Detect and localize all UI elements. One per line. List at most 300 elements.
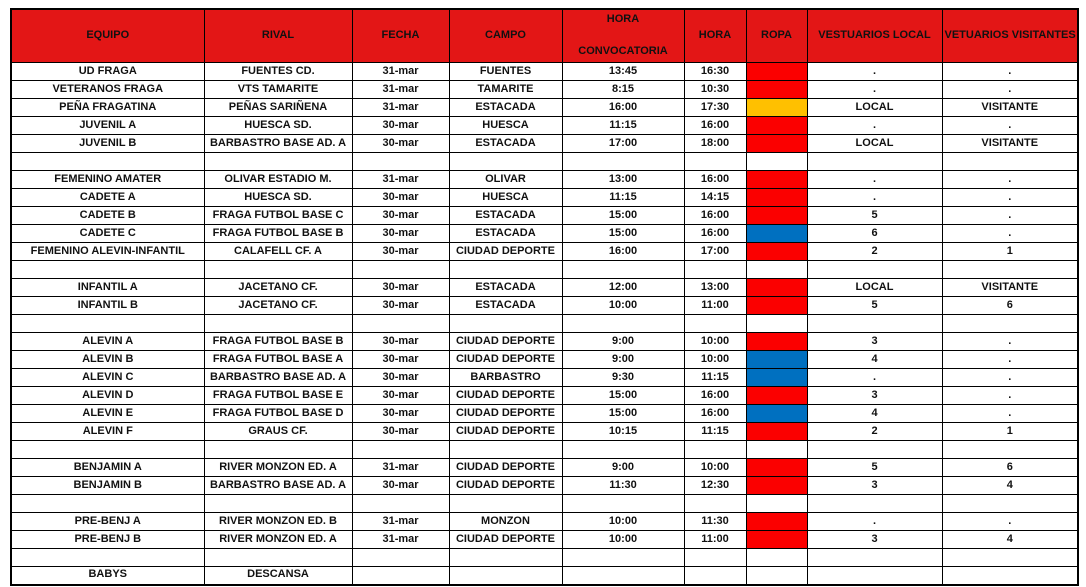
cell-rival: BARBASTRO BASE AD. A <box>204 477 352 495</box>
cell-fecha: 30-mar <box>352 423 449 441</box>
cell-equipo <box>11 315 204 333</box>
cell-convocatoria <box>562 495 684 513</box>
table-row <box>11 369 1078 387</box>
cell-visitante: . <box>942 369 1078 387</box>
table-row <box>11 459 1078 477</box>
header-line-convocatoria: CONVOCATORIA <box>578 45 668 58</box>
cell-campo <box>449 549 562 567</box>
cell-equipo: ALEVIN D <box>11 387 204 405</box>
cell-campo: CIUDAD DEPORTE <box>449 405 562 423</box>
table-row <box>11 477 1078 495</box>
cell-hora: 11:00 <box>684 531 746 549</box>
spacer-row <box>11 315 1078 333</box>
cell-campo <box>449 567 562 585</box>
cell-equipo: BENJAMIN B <box>11 477 204 495</box>
cell-rival: RIVER MONZON ED. A <box>204 531 352 549</box>
cell-visitante <box>942 495 1078 513</box>
table-row <box>11 513 1078 531</box>
cell-visitante: VISITANTE <box>942 99 1078 117</box>
ropa-color-cell <box>746 405 807 423</box>
cell-rival <box>204 315 352 333</box>
ropa-color-cell <box>746 99 807 117</box>
cell-equipo: PRE-BENJ B <box>11 531 204 549</box>
cell-campo: ESTACADA <box>449 135 562 153</box>
cell-fecha: 30-mar <box>352 117 449 135</box>
cell-fecha: 30-mar <box>352 387 449 405</box>
ropa-color-cell <box>746 297 807 315</box>
cell-campo: MONZON <box>449 513 562 531</box>
ropa-color-cell <box>746 189 807 207</box>
cell-visitante: 1 <box>942 243 1078 261</box>
cell-local <box>807 153 942 171</box>
cell-campo: ESTACADA <box>449 225 562 243</box>
cell-equipo <box>11 495 204 513</box>
cell-campo: HUESCA <box>449 117 562 135</box>
cell-visitante: . <box>942 207 1078 225</box>
cell-visitante <box>942 261 1078 279</box>
cell-campo: TAMARITE <box>449 81 562 99</box>
cell-visitante: . <box>942 351 1078 369</box>
cell-local: . <box>807 189 942 207</box>
ropa-color-cell <box>746 531 807 549</box>
ropa-color-cell <box>746 225 807 243</box>
ropa-color-cell <box>746 441 807 459</box>
cell-convocatoria: 10:00 <box>562 513 684 531</box>
cell-rival: FRAGA FUTBOL BASE A <box>204 351 352 369</box>
cell-visitante: 4 <box>942 531 1078 549</box>
cell-campo: ESTACADA <box>449 297 562 315</box>
table-row <box>11 243 1078 261</box>
cell-equipo: ALEVIN A <box>11 333 204 351</box>
cell-campo: ESTACADA <box>449 99 562 117</box>
cell-local: 2 <box>807 243 942 261</box>
column-header-hora-convocatoria <box>562 9 684 63</box>
cell-local: 3 <box>807 333 942 351</box>
cell-rival: VTS TAMARITE <box>204 81 352 99</box>
cell-campo: CIUDAD DEPORTE <box>449 333 562 351</box>
cell-local: 3 <box>807 531 942 549</box>
ropa-color-cell <box>746 153 807 171</box>
cell-convocatoria <box>562 441 684 459</box>
cell-equipo: ALEVIN E <box>11 405 204 423</box>
cell-hora: 16:00 <box>684 225 746 243</box>
cell-visitante: VISITANTE <box>942 135 1078 153</box>
ropa-color-cell <box>746 279 807 297</box>
cell-equipo: ALEVIN B <box>11 351 204 369</box>
column-header-vestuarios-local: VESTUARIOS LOCAL <box>807 9 942 63</box>
cell-hora: 16:30 <box>684 63 746 81</box>
cell-fecha: 30-mar <box>352 477 449 495</box>
ropa-color-cell <box>746 459 807 477</box>
cell-equipo <box>11 441 204 459</box>
ropa-color-cell <box>746 549 807 567</box>
cell-hora: 10:00 <box>684 333 746 351</box>
column-header-fecha: FECHA <box>352 9 449 63</box>
ropa-color-cell <box>746 171 807 189</box>
column-header-equipo: EQUIPO <box>11 9 204 63</box>
cell-campo: HUESCA <box>449 189 562 207</box>
cell-local: LOCAL <box>807 99 942 117</box>
cell-campo: CIUDAD DEPORTE <box>449 387 562 405</box>
spacer-row <box>11 495 1078 513</box>
column-header-ropa: ROPA <box>746 9 807 63</box>
ropa-color-cell <box>746 243 807 261</box>
cell-convocatoria: 11:15 <box>562 117 684 135</box>
cell-convocatoria: 13:45 <box>562 63 684 81</box>
cell-convocatoria: 9:00 <box>562 351 684 369</box>
cell-convocatoria: 16:00 <box>562 243 684 261</box>
cell-hora: 11:15 <box>684 369 746 387</box>
cell-campo: OLIVAR <box>449 171 562 189</box>
cell-visitante: 4 <box>942 477 1078 495</box>
cell-fecha: 30-mar <box>352 297 449 315</box>
cell-equipo: VETERANOS FRAGA <box>11 81 204 99</box>
cell-rival: PEÑAS SARIÑENA <box>204 99 352 117</box>
cell-convocatoria: 12:00 <box>562 279 684 297</box>
cell-hora: 16:00 <box>684 207 746 225</box>
cell-convocatoria: 9:00 <box>562 333 684 351</box>
cell-local: 4 <box>807 351 942 369</box>
cell-local: LOCAL <box>807 279 942 297</box>
ropa-color-cell <box>746 333 807 351</box>
cell-local <box>807 495 942 513</box>
cell-fecha <box>352 261 449 279</box>
cell-visitante: . <box>942 81 1078 99</box>
cell-fecha <box>352 315 449 333</box>
cell-visitante <box>942 567 1078 585</box>
cell-fecha: 31-mar <box>352 171 449 189</box>
cell-campo: FUENTES <box>449 63 562 81</box>
cell-equipo: FEMENINO AMATER <box>11 171 204 189</box>
cell-local: 5 <box>807 207 942 225</box>
table-row <box>11 171 1078 189</box>
cell-hora: 11:00 <box>684 297 746 315</box>
cell-hora <box>684 153 746 171</box>
cell-rival: BARBASTRO BASE AD. A <box>204 369 352 387</box>
cell-campo <box>449 315 562 333</box>
cell-equipo: PEÑA FRAGATINA <box>11 99 204 117</box>
cell-equipo: ALEVIN C <box>11 369 204 387</box>
cell-equipo: PRE-BENJ A <box>11 513 204 531</box>
cell-local <box>807 261 942 279</box>
cell-visitante: . <box>942 117 1078 135</box>
cell-rival: HUESCA SD. <box>204 189 352 207</box>
cell-local: . <box>807 81 942 99</box>
cell-convocatoria: 17:00 <box>562 135 684 153</box>
table-row <box>11 63 1078 81</box>
cell-fecha: 30-mar <box>352 225 449 243</box>
cell-convocatoria: 15:00 <box>562 387 684 405</box>
table-row <box>11 99 1078 117</box>
cell-visitante: . <box>942 513 1078 531</box>
cell-campo <box>449 153 562 171</box>
cell-visitante: . <box>942 333 1078 351</box>
cell-convocatoria <box>562 153 684 171</box>
table-row <box>11 567 1078 585</box>
cell-hora <box>684 495 746 513</box>
cell-campo: CIUDAD DEPORTE <box>449 459 562 477</box>
cell-fecha <box>352 441 449 459</box>
table-row <box>11 81 1078 99</box>
cell-fecha: 31-mar <box>352 513 449 531</box>
cell-visitante: VISITANTE <box>942 279 1078 297</box>
spacer-row <box>11 441 1078 459</box>
header-row <box>11 9 1078 63</box>
cell-fecha: 30-mar <box>352 405 449 423</box>
cell-campo: ESTACADA <box>449 279 562 297</box>
cell-rival <box>204 261 352 279</box>
ropa-color-cell <box>746 207 807 225</box>
column-header-rival: RIVAL <box>204 9 352 63</box>
cell-convocatoria: 16:00 <box>562 99 684 117</box>
cell-fecha: 31-mar <box>352 531 449 549</box>
cell-convocatoria <box>562 315 684 333</box>
cell-hora: 10:00 <box>684 351 746 369</box>
cell-fecha: 30-mar <box>352 369 449 387</box>
cell-local <box>807 315 942 333</box>
cell-local: . <box>807 513 942 531</box>
ropa-color-cell <box>746 495 807 513</box>
cell-fecha: 30-mar <box>352 351 449 369</box>
cell-convocatoria: 15:00 <box>562 225 684 243</box>
cell-local <box>807 441 942 459</box>
ropa-color-cell <box>746 369 807 387</box>
cell-fecha: 30-mar <box>352 135 449 153</box>
cell-convocatoria <box>562 261 684 279</box>
cell-visitante: . <box>942 63 1078 81</box>
cell-convocatoria: 11:30 <box>562 477 684 495</box>
cell-rival: OLIVAR ESTADIO M. <box>204 171 352 189</box>
cell-fecha: 31-mar <box>352 81 449 99</box>
spacer-row <box>11 153 1078 171</box>
cell-equipo <box>11 549 204 567</box>
spacer-row <box>11 549 1078 567</box>
cell-local: LOCAL <box>807 135 942 153</box>
cell-convocatoria: 15:00 <box>562 207 684 225</box>
cell-hora: 12:30 <box>684 477 746 495</box>
cell-rival: FRAGA FUTBOL BASE D <box>204 405 352 423</box>
cell-local <box>807 567 942 585</box>
column-header-hora: HORA <box>684 9 746 63</box>
cell-visitante: . <box>942 405 1078 423</box>
cell-fecha: 30-mar <box>352 189 449 207</box>
cell-campo <box>449 261 562 279</box>
cell-convocatoria: 15:00 <box>562 405 684 423</box>
cell-equipo: BABYS <box>11 567 204 585</box>
ropa-color-cell <box>746 81 807 99</box>
cell-equipo: ALEVIN F <box>11 423 204 441</box>
cell-visitante <box>942 153 1078 171</box>
cell-local: 3 <box>807 387 942 405</box>
cell-rival: FRAGA FUTBOL BASE B <box>204 333 352 351</box>
cell-convocatoria <box>562 549 684 567</box>
cell-rival: FRAGA FUTBOL BASE E <box>204 387 352 405</box>
cell-rival <box>204 495 352 513</box>
table-row <box>11 117 1078 135</box>
cell-equipo <box>11 261 204 279</box>
table-row <box>11 189 1078 207</box>
table-row <box>11 135 1078 153</box>
ropa-color-cell <box>746 315 807 333</box>
ropa-color-cell <box>746 135 807 153</box>
cell-hora: 16:00 <box>684 405 746 423</box>
cell-hora: 13:00 <box>684 279 746 297</box>
cell-equipo: UD FRAGA <box>11 63 204 81</box>
ropa-color-cell <box>746 351 807 369</box>
ropa-color-cell <box>746 63 807 81</box>
cell-visitante <box>942 315 1078 333</box>
cell-fecha: 30-mar <box>352 243 449 261</box>
table-row <box>11 387 1078 405</box>
cell-fecha: 31-mar <box>352 63 449 81</box>
cell-equipo: INFANTIL B <box>11 297 204 315</box>
table-row <box>11 405 1078 423</box>
cell-local: 2 <box>807 423 942 441</box>
table-row <box>11 333 1078 351</box>
cell-equipo: CADETE B <box>11 207 204 225</box>
cell-equipo: CADETE C <box>11 225 204 243</box>
cell-rival: RIVER MONZON ED. A <box>204 459 352 477</box>
cell-rival: JACETANO CF. <box>204 297 352 315</box>
cell-hora: 10:30 <box>684 81 746 99</box>
cell-campo: BARBASTRO <box>449 369 562 387</box>
cell-hora <box>684 261 746 279</box>
cell-local: 5 <box>807 459 942 477</box>
ropa-color-cell <box>746 567 807 585</box>
cell-local: . <box>807 63 942 81</box>
cell-rival: JACETANO CF. <box>204 279 352 297</box>
ropa-color-cell <box>746 477 807 495</box>
cell-visitante: 1 <box>942 423 1078 441</box>
cell-hora: 11:30 <box>684 513 746 531</box>
cell-hora: 17:00 <box>684 243 746 261</box>
cell-fecha <box>352 567 449 585</box>
table-row <box>11 423 1078 441</box>
table-row <box>11 279 1078 297</box>
table-row <box>11 297 1078 315</box>
cell-convocatoria <box>562 567 684 585</box>
cell-fecha: 30-mar <box>352 279 449 297</box>
ropa-color-cell <box>746 117 807 135</box>
table-row <box>11 207 1078 225</box>
cell-convocatoria: 10:00 <box>562 297 684 315</box>
cell-hora: 11:15 <box>684 423 746 441</box>
cell-rival <box>204 441 352 459</box>
cell-local: 6 <box>807 225 942 243</box>
cell-fecha <box>352 495 449 513</box>
cell-visitante <box>942 549 1078 567</box>
cell-visitante: . <box>942 189 1078 207</box>
cell-fecha: 31-mar <box>352 99 449 117</box>
cell-equipo: BENJAMIN A <box>11 459 204 477</box>
cell-equipo: CADETE A <box>11 189 204 207</box>
cell-visitante: 6 <box>942 459 1078 477</box>
cell-campo <box>449 495 562 513</box>
cell-campo: CIUDAD DEPORTE <box>449 351 562 369</box>
ropa-color-cell <box>746 261 807 279</box>
cell-convocatoria: 10:15 <box>562 423 684 441</box>
cell-equipo: FEMENINO ALEVIN-INFANTIL <box>11 243 204 261</box>
cell-convocatoria: 10:00 <box>562 531 684 549</box>
cell-hora: 16:00 <box>684 117 746 135</box>
cell-local: 3 <box>807 477 942 495</box>
cell-convocatoria: 11:15 <box>562 189 684 207</box>
cell-hora: 18:00 <box>684 135 746 153</box>
cell-rival: FRAGA FUTBOL BASE C <box>204 207 352 225</box>
cell-rival: RIVER MONZON ED. B <box>204 513 352 531</box>
table-row <box>11 531 1078 549</box>
cell-visitante: . <box>942 171 1078 189</box>
cell-convocatoria: 9:00 <box>562 459 684 477</box>
cell-fecha <box>352 153 449 171</box>
ropa-color-cell <box>746 423 807 441</box>
cell-local: . <box>807 171 942 189</box>
cell-campo: ESTACADA <box>449 207 562 225</box>
cell-campo: CIUDAD DEPORTE <box>449 531 562 549</box>
cell-hora: 16:00 <box>684 387 746 405</box>
cell-rival: GRAUS CF. <box>204 423 352 441</box>
cell-fecha: 31-mar <box>352 459 449 477</box>
cell-campo <box>449 441 562 459</box>
cell-visitante: 6 <box>942 297 1078 315</box>
cell-hora: 14:15 <box>684 189 746 207</box>
cell-convocatoria: 9:30 <box>562 369 684 387</box>
cell-campo: CIUDAD DEPORTE <box>449 423 562 441</box>
cell-equipo: JUVENIL B <box>11 135 204 153</box>
ropa-color-cell <box>746 513 807 531</box>
column-header-campo: CAMPO <box>449 9 562 63</box>
cell-hora <box>684 315 746 333</box>
table-row <box>11 351 1078 369</box>
cell-local <box>807 549 942 567</box>
cell-rival: DESCANSA <box>204 567 352 585</box>
cell-rival <box>204 153 352 171</box>
table-row <box>11 225 1078 243</box>
spacer-row <box>11 261 1078 279</box>
cell-fecha <box>352 549 449 567</box>
cell-local: . <box>807 369 942 387</box>
schedule-table <box>10 8 1079 586</box>
cell-rival: FUENTES CD. <box>204 63 352 81</box>
column-header-vetuarios-visitantes: VETUARIOS VISITANTES <box>942 9 1078 63</box>
ropa-color-cell <box>746 387 807 405</box>
cell-equipo <box>11 153 204 171</box>
cell-convocatoria: 8:15 <box>562 81 684 99</box>
cell-rival <box>204 549 352 567</box>
cell-local: 5 <box>807 297 942 315</box>
cell-rival: FRAGA FUTBOL BASE B <box>204 225 352 243</box>
cell-visitante: . <box>942 225 1078 243</box>
cell-fecha: 30-mar <box>352 333 449 351</box>
cell-campo: CIUDAD DEPORTE <box>449 243 562 261</box>
cell-hora: 10:00 <box>684 459 746 477</box>
cell-equipo: JUVENIL A <box>11 117 204 135</box>
header-line-hora: HORA <box>606 13 640 25</box>
cell-hora <box>684 441 746 459</box>
cell-campo: CIUDAD DEPORTE <box>449 477 562 495</box>
cell-local: . <box>807 117 942 135</box>
cell-fecha: 30-mar <box>352 207 449 225</box>
cell-hora <box>684 567 746 585</box>
cell-rival: HUESCA SD. <box>204 117 352 135</box>
cell-visitante: . <box>942 387 1078 405</box>
cell-hora: 16:00 <box>684 171 746 189</box>
cell-convocatoria: 13:00 <box>562 171 684 189</box>
cell-visitante <box>942 441 1078 459</box>
cell-local: 4 <box>807 405 942 423</box>
cell-equipo: INFANTIL A <box>11 279 204 297</box>
cell-rival: CALAFELL CF. A <box>204 243 352 261</box>
